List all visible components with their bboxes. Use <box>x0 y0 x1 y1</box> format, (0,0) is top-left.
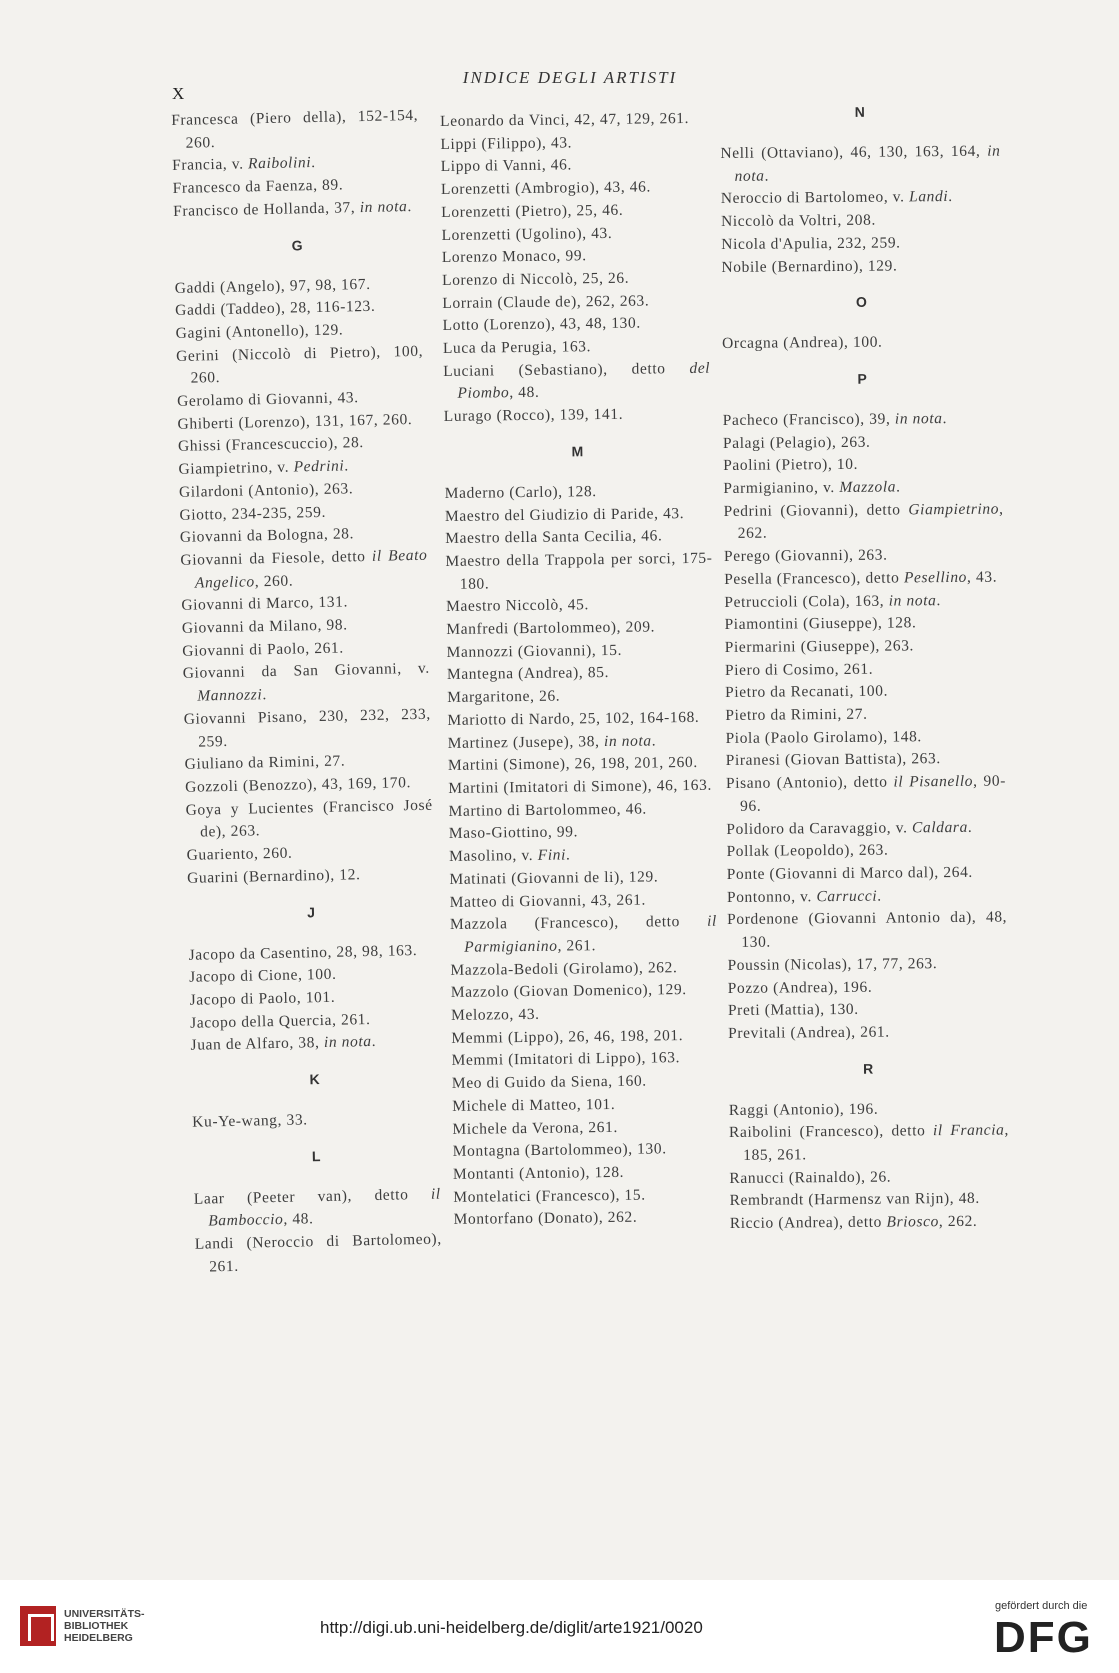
library-name-line: BIBLIOTHEK <box>64 1620 129 1632</box>
index-entry <box>442 267 709 293</box>
index-entry <box>720 141 1000 189</box>
entry-italic: Mannozzi <box>197 686 263 705</box>
running-title: INDICE DEGLI ARTISTI <box>462 68 678 87</box>
entry-text: Petruccioli (Cola), 163, <box>724 592 889 611</box>
section-letter: J <box>306 903 316 920</box>
section-letter: M <box>571 443 584 460</box>
index-entry <box>721 231 1001 256</box>
entry-text: Lotto (Lorenzo), 43, 48, 130. <box>442 314 641 335</box>
entry-text: Piero di Cosimo, 261. <box>724 660 874 679</box>
entry-text: Laar (Peeter van), detto <box>193 1185 432 1208</box>
index-entry <box>726 816 1006 841</box>
entry-text: Maso-Giottino, 99. <box>448 823 579 843</box>
dfg-logo: DFG <box>994 1613 1093 1662</box>
entry-text: Paolini (Pietro), 10. <box>723 456 859 475</box>
entry-text: Piamontini (Giuseppe), 128. <box>724 614 917 634</box>
index-entry <box>453 1161 720 1187</box>
index-entry <box>721 254 1001 279</box>
entry-tail: , 262. <box>737 500 1004 543</box>
entry-text: Polidoro da Caravaggio, v. <box>726 818 913 838</box>
entry-tail: . <box>310 154 316 172</box>
entry-italic: Pedrini <box>293 457 345 476</box>
index-entry <box>445 548 713 597</box>
entry-text: Lorenzo Monaco, 99. <box>441 247 587 267</box>
entry-text: Guariento, 260. <box>186 844 293 864</box>
index-entry <box>723 498 1003 546</box>
index-entry <box>184 704 432 755</box>
index-entry <box>725 657 1005 682</box>
entry-text: Orcagna (Andrea), 100. <box>722 333 883 353</box>
index-entry <box>727 884 1007 909</box>
index-entry <box>727 862 1007 887</box>
index-entry <box>440 108 707 134</box>
entry-tail: . <box>967 818 973 836</box>
index-entry <box>452 1092 719 1118</box>
entry-text: Ku-Ye-wang, 33. <box>192 1111 308 1131</box>
entry-text: Luciani (Sebastiano), detto <box>443 359 690 380</box>
entry-text: Landi (Neroccio di Bartolomeo), 261. <box>194 1230 442 1276</box>
entry-tail: . <box>936 591 941 609</box>
index-entry <box>725 725 1005 750</box>
entry-text: Parmigianino, v. <box>723 479 840 498</box>
entry-text: Jacopo di Cione, 100. <box>188 965 337 987</box>
entry-text: Nobile (Bernardino), 129. <box>721 256 898 276</box>
entry-text: Melozzo, 43. <box>450 1005 540 1024</box>
library-name-line: UNIVERSITÄTS- <box>64 1608 145 1620</box>
entry-text: Martini (Imitatori di Simone), 46, 163. <box>448 776 712 797</box>
entry-text: Meo di Guido da Siena, 160. <box>451 1072 647 1093</box>
entry-text: Matinati (Giovanni de li), 129. <box>449 868 659 888</box>
index-entry <box>195 1229 443 1280</box>
entry-text: Maestro Niccolò, 45. <box>445 596 590 616</box>
index-entry <box>727 952 1007 977</box>
entry-tail: , 43. <box>966 568 998 586</box>
index-entry <box>442 244 709 270</box>
entry-text: Palagi (Pelagio), 263. <box>722 433 871 452</box>
entry-text: Lurago (Rocco), 139, 141. <box>443 405 624 426</box>
entry-tail: . <box>948 188 953 206</box>
entry-text: Margaritone, 26. <box>447 687 561 707</box>
index-entry <box>448 797 715 823</box>
index-entry <box>729 1165 1009 1190</box>
source-url[interactable]: http://digi.ub.uni-heidelberg.de/diglit/arte1921/0020 <box>320 1618 703 1637</box>
university-library-logo-icon <box>20 1606 56 1646</box>
entry-text: Memmi (Imitatori di Lippo), 163. <box>451 1049 681 1070</box>
entry-text: Giovanni di Paolo, 261. <box>182 639 344 660</box>
entry-text: Masolino, v. <box>449 846 538 866</box>
entry-text: Mazzola (Francesco), detto <box>449 913 708 934</box>
index-entry <box>453 1206 720 1232</box>
section-letter: R <box>863 1060 874 1077</box>
entry-text: Mariotto di Nardo, 25, 102, 164-168. <box>447 708 700 729</box>
index-entry <box>445 502 712 528</box>
index-entry <box>723 407 1003 432</box>
entry-tail: , 48. <box>283 1210 314 1229</box>
index-entry <box>171 105 419 156</box>
entry-text: Francisco de Hollanda, 37, <box>172 198 360 220</box>
entry-text: Gaddi (Angelo), 97, 98, 167. <box>174 275 371 297</box>
entry-italic: il Parmigianino <box>464 912 718 956</box>
index-entry <box>450 956 717 982</box>
index-entry <box>729 1188 1009 1213</box>
entry-text: Maestro della Santa Cecilia, 46. <box>445 527 663 548</box>
index-entry <box>441 199 708 225</box>
entry-text: Ranucci (Rainaldo), 26. <box>729 1168 892 1187</box>
index-entry <box>451 1047 718 1073</box>
index-column-3 <box>720 101 1010 1236</box>
index-entry <box>723 476 1003 501</box>
entry-text: Neroccio di Bartolomeo, v. <box>720 188 910 208</box>
index-entry <box>441 176 708 202</box>
entry-text: Gozzoli (Benozzo), 43, 169, 170. <box>185 774 412 796</box>
entry-text: Lippi (Filippo), 43. <box>440 134 573 153</box>
index-entry <box>728 1020 1008 1045</box>
entry-tail: , 262. <box>938 1212 978 1231</box>
index-entry <box>448 752 715 778</box>
entry-tail: . <box>877 887 882 905</box>
entry-text: Pontonno, v. <box>726 887 817 906</box>
entry-italic: Carrucci <box>816 887 878 905</box>
entry-italic: in nota <box>734 142 1001 185</box>
entry-tail: , 48. <box>509 384 540 402</box>
entry-text: Giovanni da Milano, 98. <box>181 616 348 637</box>
index-entry <box>450 911 718 960</box>
entry-tail: . <box>942 409 948 427</box>
entry-text: Guarini (Bernardino), 12. <box>186 865 361 887</box>
index-entry <box>450 888 717 914</box>
section-letter: L <box>311 1147 322 1164</box>
entry-text: Francesca (Piero della), 152-154, 260. <box>171 106 419 152</box>
section-letter: K <box>309 1071 321 1088</box>
index-entry <box>723 453 1003 478</box>
entry-tail: . <box>407 197 413 215</box>
entry-text: Ghiberti (Lorenzo), 131, 167, 260. <box>177 410 413 433</box>
entry-text: Pietro da Recanati, 100. <box>725 682 889 702</box>
entry-text: Nicola d'Apulia, 232, 259. <box>721 234 901 253</box>
entry-text: Riccio (Andrea), detto <box>729 1213 887 1233</box>
entry-text: Maestro della Trappola per sorci, 175-180. <box>445 549 713 593</box>
index-entry <box>452 1070 719 1096</box>
entry-text: Perego (Giovanni), 263. <box>723 546 888 566</box>
entry-text: Piola (Paolo Girolamo), 148. <box>725 728 922 747</box>
index-entry <box>441 153 708 179</box>
index-entry <box>453 1183 720 1209</box>
index-entry <box>728 975 1008 1000</box>
entry-text: Lorenzo di Niccolò, 25, 26. <box>441 269 630 289</box>
entry-tail: , 260. <box>254 572 294 591</box>
index-entry <box>726 748 1006 773</box>
entry-italic: Landi <box>908 188 949 206</box>
index-entry <box>442 289 709 315</box>
index-entry <box>185 794 433 845</box>
entry-text: Gaddi (Taddeo), 28, 116-123. <box>175 297 376 320</box>
entry-text: Martini (Simone), 26, 198, 201, 260. <box>447 754 698 775</box>
entry-italic: il Beato Angelico <box>194 546 428 592</box>
index-entry <box>446 638 713 664</box>
section-letter: G <box>291 236 304 254</box>
index-entry <box>451 979 718 1005</box>
entry-italic: Fini <box>537 846 567 864</box>
index-entry <box>724 566 1004 591</box>
funding-note: gefördert durch die <box>995 1600 1088 1612</box>
entry-text: Montanti (Antonio), 128. <box>452 1163 625 1183</box>
index-entry <box>721 186 1001 211</box>
entry-text: Pedrini (Giovanni), detto <box>723 501 909 520</box>
index-entry <box>192 1107 439 1135</box>
index-entry <box>183 658 431 709</box>
entry-text: Pozzo (Andrea), 196. <box>727 978 873 997</box>
entry-text: Mazzolo (Giovan Domenico), 129. <box>450 981 687 1002</box>
entry-text: Pesella (Francesco), detto <box>724 569 904 588</box>
index-entry <box>440 130 707 156</box>
entry-italic: Pesellino <box>903 568 968 587</box>
entry-tail: . <box>565 846 571 864</box>
entry-italic: il Pisanello <box>893 772 974 791</box>
index-entry <box>729 1120 1009 1168</box>
index-entry <box>729 1097 1009 1122</box>
entry-text: Jacopo della Quercia, 261. <box>189 1010 371 1032</box>
entry-text: Michele da Verona, 261. <box>452 1118 618 1138</box>
entry-tail: . <box>895 478 901 496</box>
entry-text: Giovanni da San Giovanni, v. <box>182 660 430 683</box>
index-entry <box>449 843 716 869</box>
entry-text: Lorenzetti (Ambrogio), 43, 46. <box>440 178 652 199</box>
entry-text: Martinez (Jusepe), 38, <box>447 732 605 752</box>
page-number: X <box>172 84 185 103</box>
entry-italic: Raibolini <box>247 154 312 173</box>
entry-text: Pietro da Rimini, 27. <box>725 705 868 725</box>
entry-text: Leonardo da Vinci, 42, 47, 129, 261. <box>440 109 690 130</box>
section-letter: N <box>854 103 866 120</box>
index-entry <box>180 545 428 596</box>
entry-text: Pordenone (Giovanni Antonio da), 48, 130. <box>727 908 1008 951</box>
index-entry <box>448 775 715 801</box>
index-entry <box>722 331 1002 356</box>
entry-text: Mazzola-Bedoli (Girolamo), 262. <box>450 958 678 979</box>
index-entry <box>173 196 420 224</box>
index-entry <box>446 593 713 619</box>
entry-text: Poussin (Nicolas), 17, 77, 263. <box>727 954 938 974</box>
entry-text: Piermarini (Giuseppe), 263. <box>724 637 915 656</box>
index-entry <box>446 616 713 642</box>
entry-text: Gerolamo di Giovanni, 43. <box>176 389 359 410</box>
entry-text: Niccolò da Voltri, 208. <box>720 211 876 231</box>
entry-text: Giovanni da Fiesole, detto <box>180 547 373 569</box>
entry-text: Francesco da Faenza, 89. <box>172 176 344 198</box>
entry-text: Lorenzetti (Ugolino), 43. <box>441 224 613 244</box>
index-entry <box>724 544 1004 569</box>
entry-text: Rembrandt (Harmensz van Rijn), 48. <box>729 1190 980 1210</box>
entry-text: Lorrain (Claude de), 262, 263. <box>442 292 650 312</box>
entry-text: Manfredi (Bartolommeo), 209. <box>446 618 656 639</box>
index-entry <box>452 1115 719 1141</box>
index-entry <box>721 209 1001 234</box>
entry-text: Ponte (Giovanni di Marco dal), 264. <box>726 863 973 883</box>
index-entry <box>441 221 708 247</box>
index-entry <box>442 312 709 338</box>
index-entry <box>449 820 716 846</box>
index-entry <box>725 634 1005 659</box>
entry-italic: Briosco <box>886 1213 939 1231</box>
index-entry <box>724 612 1004 637</box>
entry-text: Montelatici (Francesco), 15. <box>453 1186 646 1206</box>
entry-text: Gilardoni (Antonio), 263. <box>178 480 354 501</box>
index-entry <box>447 661 714 687</box>
entry-text: Jacopo di Paolo, 101. <box>189 988 336 1009</box>
library-name-line: HEIDELBERG <box>64 1632 133 1644</box>
index-entry <box>730 1211 1010 1236</box>
index-entry <box>445 525 712 551</box>
index-entry <box>445 480 712 506</box>
entry-text: Francia, v. <box>171 155 249 175</box>
entry-italic: Mazzola <box>839 478 897 497</box>
entry-text: Giampietrino, v. <box>178 458 294 479</box>
entry-text: Giovanni Pisano, 230, 232, 233, 259. <box>183 705 431 751</box>
entry-italic: il Francia <box>932 1121 1005 1140</box>
index-entry <box>444 403 711 429</box>
index-entry <box>723 430 1003 455</box>
entry-tail: . <box>651 731 657 750</box>
entry-tail: . <box>262 686 268 704</box>
index-entry <box>448 729 715 755</box>
entry-tail: , 185, 261. <box>743 1121 1010 1164</box>
entry-text: Luca da Perugia, 163. <box>442 338 592 358</box>
section-letter: P <box>857 370 868 387</box>
index-entry <box>187 862 434 890</box>
index-entry <box>190 1030 437 1058</box>
index-entry <box>443 335 710 361</box>
entry-italic: del Piombo <box>457 359 711 403</box>
entry-italic: in nota <box>603 732 652 750</box>
index-entry <box>451 1002 718 1028</box>
entry-italic: Caldara <box>911 818 968 836</box>
entry-text: Piranesi (Giovan Battista), 263. <box>725 750 941 770</box>
entry-text: Juan de Alfaro, 38, <box>190 1034 325 1055</box>
entry-italic: in nota <box>359 197 408 216</box>
viewer-footer <box>0 1580 1119 1673</box>
entry-tail: . <box>371 1033 377 1051</box>
entry-text: Lorenzetti (Pietro), 25, 46. <box>441 201 624 221</box>
entry-text: Nelli (Ottaviano), 46, 130, 163, 164, <box>720 142 988 162</box>
index-entry <box>194 1183 442 1234</box>
entry-text: Maestro del Giudizio di Paride, 43. <box>444 504 685 525</box>
entry-text: Pollak (Leopoldo), 263. <box>726 841 889 861</box>
entry-tail: . <box>344 457 349 475</box>
index-entry <box>726 771 1006 819</box>
entry-text: Montagna (Bartolommeo), 130. <box>452 1140 667 1161</box>
entry-text: Preti (Mattia), 130. <box>727 1001 859 1020</box>
entry-text: Previtali (Andrea), 261. <box>728 1023 890 1042</box>
entry-text: Mantegna (Andrea), 85. <box>446 664 610 684</box>
index-entry <box>727 907 1007 955</box>
index-entry <box>449 865 716 891</box>
entry-italic: il Bamboccio <box>208 1185 441 1230</box>
entry-text: Giovanni di Marco, 131. <box>181 593 349 615</box>
index-entry <box>725 703 1005 728</box>
entry-text: Mannozzi (Giovanni), 15. <box>446 641 623 661</box>
entry-tail: , 90-96. <box>740 772 1007 815</box>
index-entry <box>447 684 714 710</box>
entry-text: Maderno (Carlo), 128. <box>444 482 597 502</box>
index-column-1 <box>171 105 442 1279</box>
entry-text: Matteo di Giovanni, 43, 261. <box>449 891 647 911</box>
entry-text: Pacheco (Francisco), 39, <box>722 410 895 429</box>
entry-text: Michele di Matteo, 101. <box>452 1095 616 1115</box>
entry-text: Ghissi (Francescuccio), 28. <box>177 434 364 456</box>
library-name <box>64 1608 145 1644</box>
entry-text: Giotto, 234-235, 259. <box>179 503 327 524</box>
entry-text: Pisano (Antonio), detto <box>725 773 894 793</box>
entry-text: Jacopo da Casentino, 28, 98, 163. <box>188 941 418 964</box>
entry-text: Montorfano (Donato), 262. <box>453 1209 638 1229</box>
index-entry <box>725 680 1005 705</box>
entry-text: Raggi (Antonio), 196. <box>728 1100 879 1119</box>
index-entry <box>443 357 711 406</box>
entry-italic: in nota <box>888 591 937 610</box>
section-letter: O <box>855 293 868 311</box>
entry-tail: . <box>764 167 770 185</box>
entry-text: Goya y Lucientes (Francisco José de), 263. <box>185 796 433 841</box>
entry-italic: Giampietrino <box>908 500 1000 519</box>
entry-text: Giovanni da Bologna, 28. <box>179 525 355 547</box>
entry-text: Memmi (Lippo), 26, 46, 198, 201. <box>451 1026 684 1047</box>
index-entry <box>176 340 424 391</box>
entry-text: Lippo di Vanni, 46. <box>440 156 573 176</box>
index-column-2 <box>440 108 721 1232</box>
index-entry <box>451 1024 718 1050</box>
entry-italic: in nota <box>894 409 943 428</box>
entry-text: Gagini (Antonello), 129. <box>175 321 344 342</box>
entry-text: Giuliano da Rimini, 27. <box>184 752 346 774</box>
index-entry <box>447 707 714 733</box>
entry-tail: , 261. <box>557 937 597 955</box>
entry-text: Raibolini (Francesco), detto <box>728 1122 934 1142</box>
index-entry <box>724 589 1004 614</box>
entry-text: Gerini (Niccolò di Pietro), 100, 260. <box>175 342 424 387</box>
entry-text: Martino di Bartolommeo, 46. <box>448 800 647 820</box>
index-entry <box>453 1138 720 1164</box>
entry-italic: in nota <box>323 1033 372 1052</box>
index-entry <box>728 998 1008 1023</box>
index-entry <box>726 839 1006 864</box>
